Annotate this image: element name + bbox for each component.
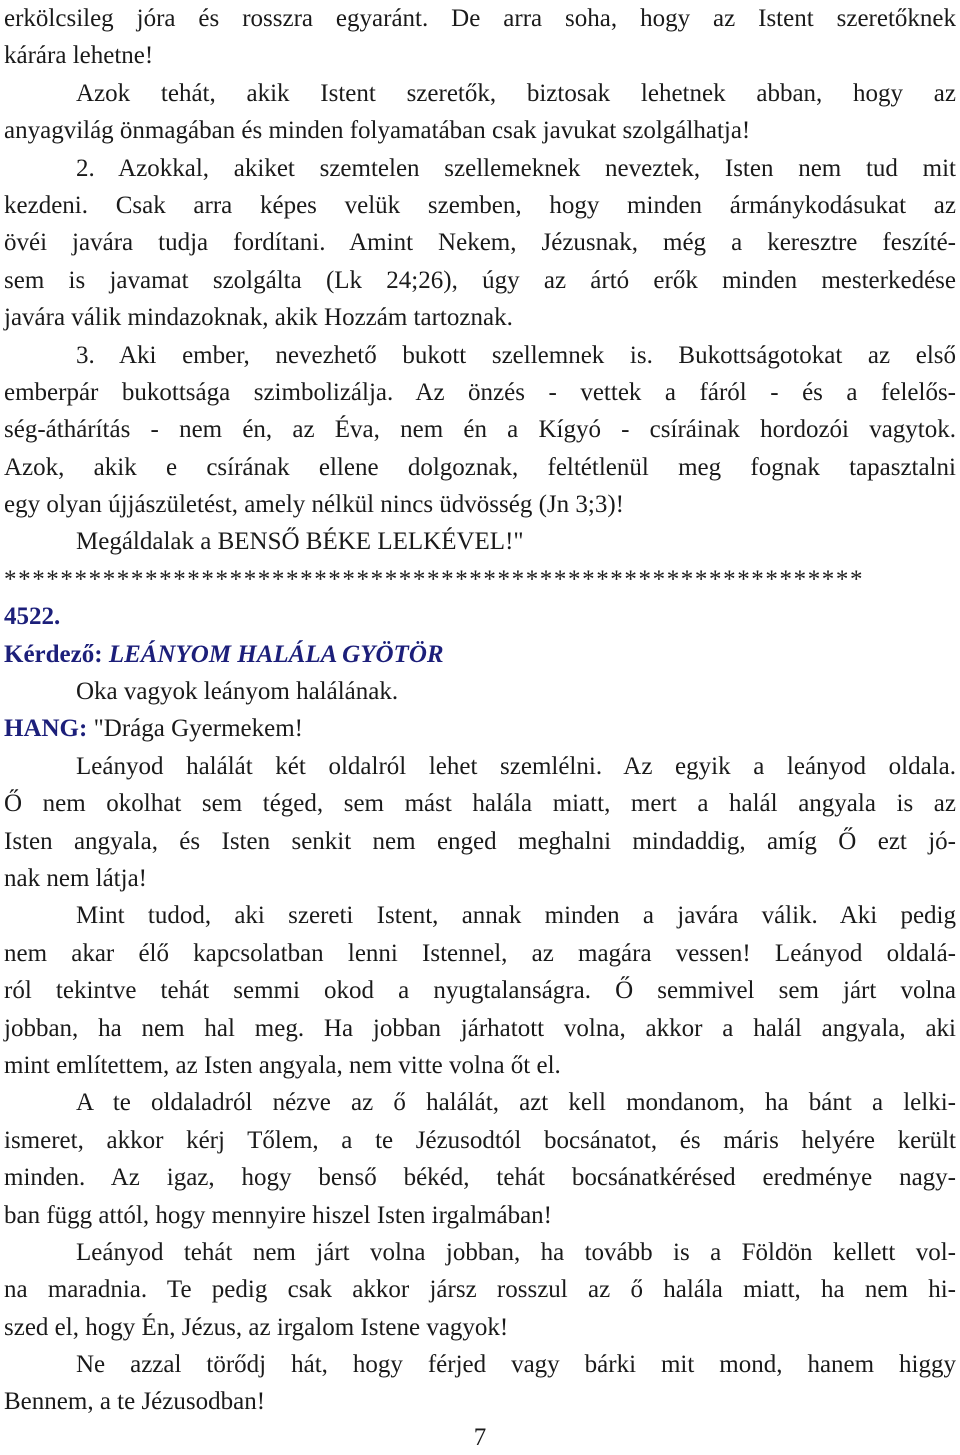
text-line: 2. Azokkal, akiket szemtelen szellemeknek neveztek, Isten nem tud mit <box>76 154 956 182</box>
answer-greeting: "Drága Gyermekem! <box>93 715 303 743</box>
text-line: erkölcsileg jóra és rosszra egyaránt. De arra soha, hogy az Istent szeretőknek <box>4 5 956 32</box>
text-line: Leányod tehát nem járt volna jobban, ha tovább is a Földön kellett vol- <box>76 1238 956 1266</box>
text-line: ról tekintve tehát semmi okod a nyugtalanságra. Ő semmivel sem járt volna <box>4 977 956 1005</box>
text-line: kárára lehetne! <box>4 42 154 70</box>
page-number: 7 <box>473 1424 487 1451</box>
text-line: jobban, ha nem hal meg. Ha jobban járhatott volna, akkor a halál angyala, aki <box>4 1014 956 1042</box>
text-line: Megáldalak a BENSŐ BÉKE LELKÉVEL!" <box>76 528 524 556</box>
question-title: LEÁNYOM HALÁLA GYÖTÖR <box>108 640 444 668</box>
question-text: Oka vagyok leányom halálának. <box>76 678 399 706</box>
text-line: Azok, akik e csírának ellene dolgoznak, feltétlenül meg fognak tapasztalni <box>4 453 956 481</box>
text-line: ban függ attól, hogy mennyire hiszel Isten irgalmában! <box>4 1201 552 1229</box>
text-line: nak nem látja! <box>4 864 147 892</box>
text-line: Ne azzal törődj hát, hogy férjed vagy bárki mit mond, hanem higgy <box>76 1351 956 1379</box>
text-line: Azok tehát, akik Istent szeretők, biztosak lehetnek abban, hogy az <box>76 79 956 107</box>
text-line: sem is javamat szolgálta (Lk 24;26), úgy az ártó erők minden mesterkedése <box>4 266 956 294</box>
text-line: egy olyan újjászületést, amely nélkül nincs üdvösség (Jn 3;3)! <box>4 491 625 519</box>
text-line: övéi javára tudja fordítani. Amint Nekem, Jézusnak, még a keresztre feszíté- <box>4 229 956 257</box>
text-line: Mint tudod, aki szereti Istent, annak minden a javára válik. Aki pedig <box>76 902 956 930</box>
text-line: nem akar élő kapcsolatban lenni Istennel, az magára vessen! Leányod oldalá- <box>4 939 956 967</box>
text-line: Isten angyala, és Isten senkit nem enged meghalni mindaddig, amíg Ő ezt jó- <box>4 827 956 855</box>
text-line: szed el, hogy Én, Jézus, az irgalom Istene vagyok! <box>4 1313 509 1341</box>
text-line: kezdeni. Csak arra képes velük szemben, hogy minden ármánykodásukat az <box>4 191 956 219</box>
text-line: 3. Aki ember, nevezhető bukott szellemnek is. Bukottságotokat az első <box>76 341 956 369</box>
text-line: Leányod halálát két oldalról lehet szemlélni. Az egyik a leányod oldala. <box>76 752 956 780</box>
text-line: ség-áthárítás - nem én, az Éva, nem én a Kígyó - csíráinak hordozói vagytok. <box>4 416 956 444</box>
text-line: mint említettem, az Isten angyala, nem vitte volna őt el. <box>4 1051 561 1079</box>
text-line: A te oldaladról nézve az ő halálát, azt kell mondanom, ha bánt a lelki- <box>76 1089 956 1117</box>
paragraph-block-2 <box>4 748 956 1421</box>
document-page <box>4 0 956 1421</box>
text-line: javára válik mindazoknak, akik Hozzám tartoznak. <box>4 304 513 332</box>
text-line: ismeret, akkor kérj Tőlem, a te Jézusodtól bocsánatot, és máris helyére került <box>4 1126 956 1154</box>
message-number: 4522. <box>4 603 61 631</box>
paragraph-block-1 <box>4 0 956 561</box>
separator-line: ************************************************************* <box>4 565 865 593</box>
text-line: Ő nem okolhat sem téged, sem mást halála miatt, mert a halál angyala is az <box>4 790 956 818</box>
answer-label: HANG: <box>4 715 88 743</box>
text-line: minden. Az igaz, hogy benső békéd, tehát bocsánatkérésed eredménye nagy- <box>4 1164 956 1192</box>
text-line: emberpár bukottsága szimbolizálja. Az önzés - vettek a fáról - és a felelős- <box>4 378 956 406</box>
questioner-line <box>4 636 956 673</box>
answer-line <box>4 710 956 747</box>
text-line: anyagvilág önmagában és minden folyamatában csak javukat szolgálhatja! <box>4 117 751 145</box>
text-line: Bennem, a te Jézusodban! <box>4 1388 266 1416</box>
text-line: na maradnia. Te pedig csak akkor jársz rosszul az ő halála miatt, ha nem hi- <box>4 1276 956 1304</box>
questioner-label: Kérdező: <box>4 640 103 668</box>
